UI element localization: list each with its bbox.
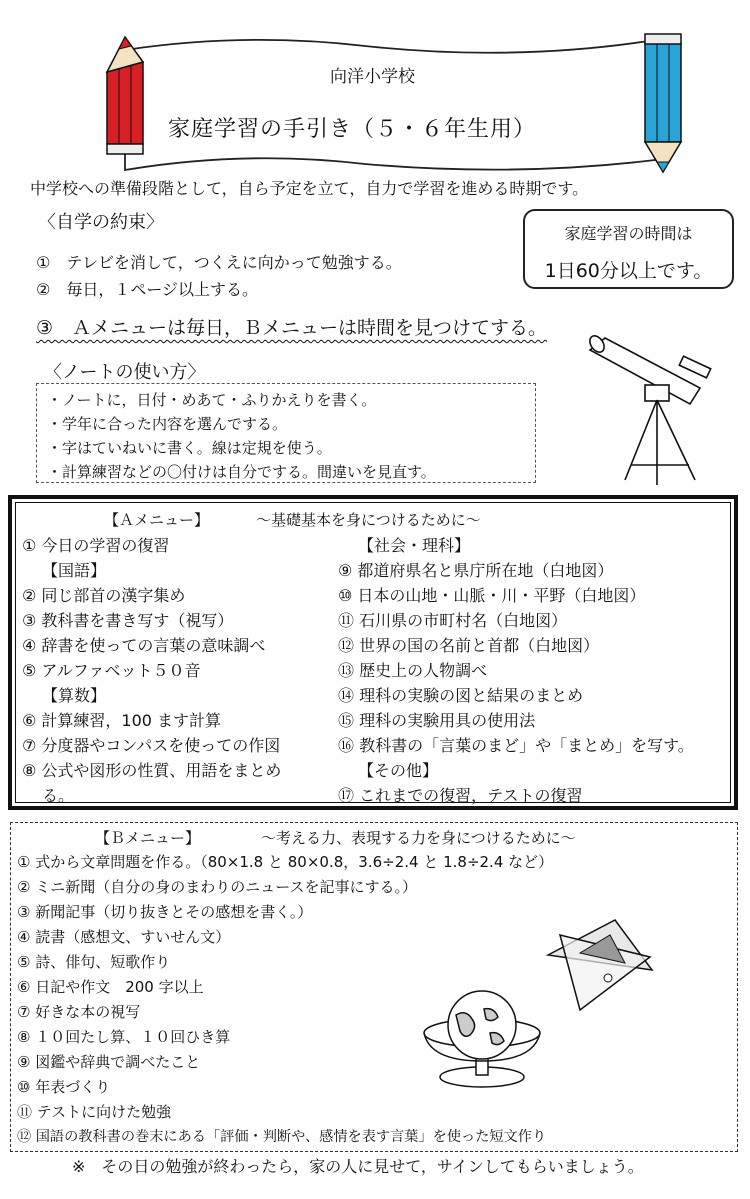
a-menu-category-japanese: 【国語】 [42,561,107,580]
b-menu-item-7: ⑦ 好きな本の視写 [17,1003,141,1021]
telescope-icon [585,330,725,490]
a-menu-item-16: ⑯ 教科書の「言葉のまど」や「まとめ」を写す。 [338,736,694,755]
page-title: 家庭学習の手引き（５・６年生用） [168,117,537,142]
blue-pencil-icon [645,34,681,172]
notebook-item-2: ・学年に合った内容を選んでする。 [47,415,288,433]
a-menu-item-9: ⑨ 都道府県名と県庁所在地（白地図） [338,561,614,580]
globe-icon [420,985,545,1095]
school-name: 向洋小学校 [330,67,415,87]
a-menu-item-7: ⑦ 分度器やコンパスを使っての作図 [22,736,281,755]
a-menu-category-math: 【算数】 [42,686,107,705]
a-menu-item-17: ⑰ これまでの復習，テストの復習 [338,786,583,805]
b-menu-item-9: ⑨ 図鑑や辞典で調べたこと [17,1053,201,1071]
b-menu-item-12: ⑫ 国語の教科書の巻末にある「評価・判断や、感情を表す言葉」を使った短文作り [17,1129,547,1145]
a-menu-item-11: ⑪ 石川県の市町村名（白地図） [338,611,568,630]
a-menu-category-social-science: 【社会・理科】 [358,536,471,555]
notebook-item-3: ・字はていねいに書く。線は定規を使う。 [47,439,332,457]
title-banner [95,32,695,182]
b-menu-item-3: ③ 新聞記事（切り抜きとその感想を書く。） [17,903,313,921]
a-menu-item-2: ② 同じ部首の漢字集め [22,586,186,605]
a-menu-category-other: 【その他】 [358,761,439,780]
notebook-heading: 〈ノートの使い方〉 [44,362,206,383]
a-menu-item-14: ⑭ 理科の実験の図と結果のまとめ [338,686,584,705]
a-menu-item-3: ③ 教科書を書き写す（視写） [22,611,234,630]
set-square-icon [540,915,655,1015]
b-menu-item-2: ② ミニ新聞（自分の身のまわりのニュースを記事にする。） [17,878,417,896]
a-menu-subtitle: ～基礎基本を身につけるために～ [256,511,481,529]
a-menu-item-1: ① 今日の学習の復習 [22,536,170,555]
b-menu-title: 【Ｂメニュー】 [95,829,201,847]
a-menu-item-4: ④ 辞書を使っての言葉の意味調べ [22,636,266,655]
a-menu-box [8,495,738,810]
promise-item-2: ② 毎日，１ページ以上する。 [36,280,259,299]
a-menu-item-5: ⑤ アルファベット５０音 [22,661,201,680]
footer-note: ※ その日の勉強が終わったら，家の人に見せて，サインしてもらいましょう。 [72,1157,644,1176]
b-menu-subtitle: ～考える力、表現する力を身につけるために～ [261,829,576,847]
notebook-box [36,383,536,483]
a-menu-item-10: ⑩ 日本の山地・山脈・川・平野（白地図） [338,586,646,605]
a-menu-item-13: ⑬ 歴史上の人物調べ [338,661,488,680]
study-time-box [523,209,734,289]
promise-item-1: ① テレビを消して，つくえに向かって勉強する。 [36,253,402,272]
b-menu-item-6: ⑥ 日記や作文 200 字以上 [17,978,204,996]
red-pencil-icon [107,37,143,154]
b-menu-item-8: ⑧ １０回たし算、１０回ひき算 [17,1028,231,1046]
study-time-value: 1日60分以上です。 [544,260,713,282]
banner-scroll [125,40,655,170]
a-menu-item-15: ⑮ 理科の実験用具の使用法 [338,711,536,730]
notebook-item-4: ・計算練習などの〇付けは自分でする。間違いを見直す。 [47,463,436,481]
study-time-label: 家庭学習の時間は [564,224,693,243]
b-menu-item-10: ⑩ 年表づくり [17,1078,111,1096]
a-menu-item-6: ⑥ 計算練習，100 ます計算 [22,711,222,730]
a-menu-item-8: ⑧ 公式や図形の性質、用語をまとめ [22,761,282,780]
a-menu-item-12: ⑫ 世界の国の名前と首都（白地図） [338,636,600,655]
promise-item-3: ③ Ａメニューは毎日，Ｂメニューは時間を見つけてする。 [36,317,548,339]
a-menu-item-8-cont: る。 [42,786,75,805]
b-menu-item-4: ④ 読書（感想文、すいせん文） [17,928,231,946]
intro-text: 中学校への準備段階として，自ら予定を立て，自力で学習を進める時期です。 [30,179,589,198]
b-menu-item-11: ⑪ テストに向けた勉強 [17,1103,172,1121]
promise-heading: 〈自学の約束〉 [38,212,164,233]
b-menu-item-5: ⑤ 詩、俳句、短歌作り [17,953,171,971]
b-menu-item-1: ① 式から文章問題を作る。（80×1.8 と 80×0.8，3.6÷2.4 と 1.8÷2.4 など） [17,853,554,871]
notebook-item-1: ・ノートに，日付・めあて・ふりかえりを書く。 [47,391,377,409]
a-menu-title: 【Ａメニュー】 [104,511,210,529]
